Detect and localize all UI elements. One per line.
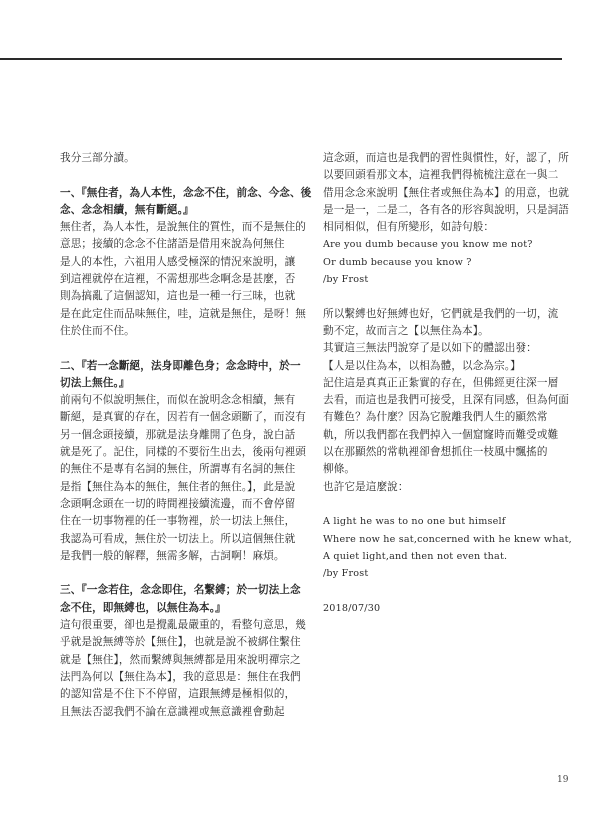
text-line: 就是死了。記住，同樣的不要衍生出去，後兩句裡頭 [60,446,306,459]
text-line: 就是【無住】，然而繫縛與無縛都是用來說明禪宗之 [60,653,301,666]
paragraph-gap [323,288,545,305]
left-column [60,150,312,721]
text-line: 另一個念頭接續，那就是法身離開了色身，說白話 [60,428,296,441]
paragraph-gap [323,582,545,599]
page-number: 19 [557,775,569,785]
quote-line: Are you dumb because you know me not? [323,239,533,251]
right-column [323,150,572,617]
text-line: 是在此定住而品味無住，哇，這就是無住，是呀！無 [60,307,306,320]
quote-line: Or dumb because you know ? [323,256,472,268]
section-heading-line: 切法上無住。』 [60,376,130,389]
text-line: 乎就是說無縛等於【無住】，也就是說不被綁住繫住 [60,636,301,649]
text-line: 所以繫縛也好無縛也好，它們就是我們的一切，流 [323,307,559,320]
text-line: 無住者，為人本性，是說無住的質性，而不是無住的 [60,221,306,234]
text-line: 有難色？為什麼？因為它脫離我們人生的顯然常 [323,411,548,424]
text-line: 到這裡就停在這裡，不需想那些念啊念是甚麼，否 [60,273,296,286]
text-line: 法門為何以【無住為本】，我的意思是：無住在我們 [60,670,301,683]
paragraph-gap [60,565,280,582]
quote-line: /by Frost [323,568,369,580]
paragraph-gap [60,167,280,184]
text-line: 則為搞亂了這個認知，這也是一種一行三昧，也就 [60,290,296,303]
text-line: 住在一切事物裡的任一事物裡，於一切法上無住， [60,515,296,528]
paragraph-gap [60,340,280,357]
text-line: 以要回頭看那文本，這裡我們得梳梳注意在一與二 [323,169,559,182]
paragraph-gap [323,496,545,513]
text-line: 前兩句不似說明無住，而似在說明念念相續，無有 [60,394,296,407]
text-line: 記住這是真真正正紮實的存在，但佛經更往深一層 [323,376,559,389]
section-heading-line: 一、『無住者，為人本性，念念不住，前念、今念、後 [60,186,312,199]
top-rule [0,58,562,60]
text-line: 借用念念來說明【無住者或無住為本】的用意，也就 [323,186,569,199]
text-line: 這句很重要，卻也是攪亂最嚴重的，看整句意思，幾 [60,619,306,632]
text-line: 的無住不是專有名詞的無住，所謂專有名詞的無住 [60,463,296,476]
text-line: 我認為可看成，無住於一切法上。所以這個無住就 [60,532,296,545]
section-heading-line: 念不住，即無縛也，以無住為本。』 [60,601,226,614]
text-line: 住於住而不住。 [60,324,135,337]
text-line: 我分三部分讀。 [60,152,135,164]
quote-line: A quiet light,and then not even that. [323,550,508,562]
text-line: 其實這三無法門說穿了是以如下的體認出發： [323,342,537,355]
text-line: 念頭啊念頭在一切的時間裡接續流邊，而不會停留 [60,497,296,510]
text-line: 這念頭，而這也是我們的習性與慣性，好，認了，所 [323,152,569,164]
text-line: 相同相似，但有所變形，如詩句般： [323,221,495,234]
text-line: 【人是以住為本，以相為體，以念為宗。】 [323,359,521,372]
section-heading-line: 三、『一念若住，念念即住，名繫縛；於一切法上念 [60,584,301,597]
text-line: 動不定，故而言之【以無住為本】。 [323,324,489,337]
quote-line: A light he was to no one but himself [323,516,506,528]
text-line: 是我們一般的解釋，無需多解，古詞啊！麻煩。 [60,549,285,562]
text-line: 柳條。 [323,463,356,476]
section-heading-line: 二、『若一念斷絕，法身即離色身；念念時中，於一 [60,359,301,372]
text-line: 以在那顯然的常軌裡卻會想抓住一枝風中飄搖的 [323,446,548,459]
text-line: 也許它是這麼說： [323,480,409,493]
text-line: 斷絕，是真實的存在，因若有一個念頭斷了，而沒有 [60,411,306,424]
text-line: 且無法否認我們不論在意識裡或無意識裡會動起 [60,705,285,718]
text-line: 是一是一，二是二，各有各的形容與說明，只是詞語 [323,203,569,216]
text-line: 是指【無住為本的無住，無住者的無住。】，此是說 [60,480,296,493]
text-line: 的認知當是不住下不停留，這跟無縛是極相似的， [60,688,296,701]
text-line: 軌，所以我們都在我們掉入一個窟窿時而難受或難 [323,428,559,441]
quote-line: 2018/07/30 [323,602,381,614]
quote-line: Where now he sat,concerned with he knew what, [323,533,572,545]
quote-line: /by Frost [323,274,369,286]
section-heading-line: 念、念念相續，無有斷絕。』 [60,203,194,216]
text-line: 去看，而這也是我們可接受，且深有同感，但為何面 [323,394,569,407]
text-line: 是人的本性，六祖用人感受極深的情況來說明，讓 [60,255,296,268]
text-line: 意思；接續的念念不住諸語是借用來說為何無住 [60,238,285,251]
